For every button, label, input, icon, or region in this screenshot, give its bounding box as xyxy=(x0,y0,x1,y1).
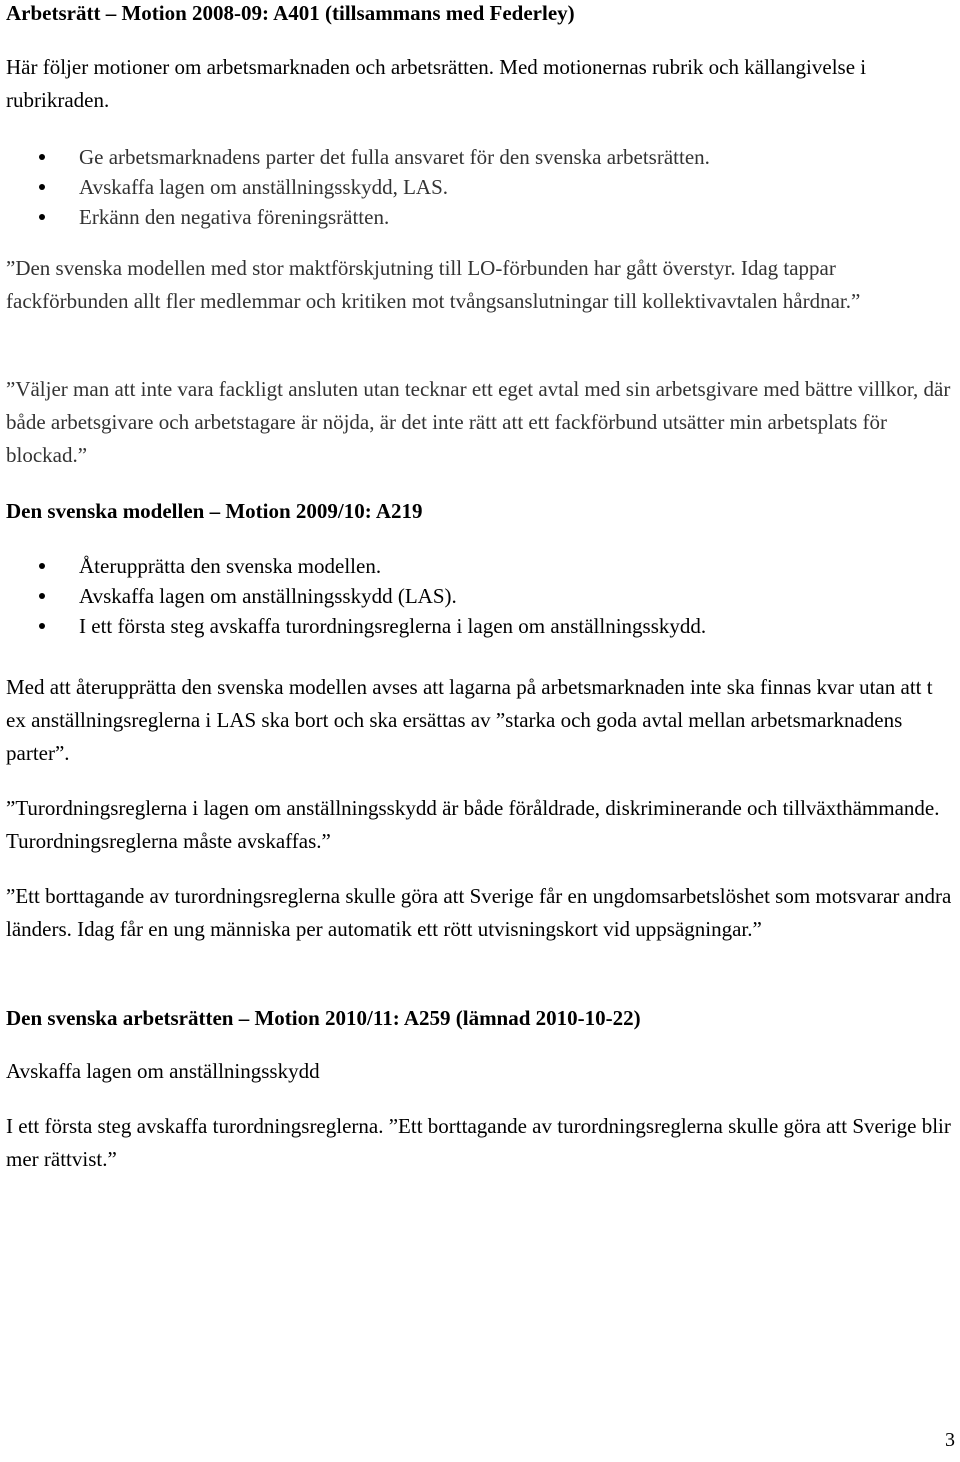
list-item: I ett första steg avskaffa turordningsreglerna i lagen om anställningsskydd. xyxy=(6,611,706,641)
bullet-icon xyxy=(39,593,45,599)
bullet-icon xyxy=(39,214,45,220)
quote-paragraph: ”Turordningsreglerna i lagen om anställningsskydd är både föråldrade, diskriminerande och tillväxthämmande. Turordningsreglerna måste avskaffas.” xyxy=(6,796,940,853)
motion-2009-bullets xyxy=(6,551,706,641)
section-heading: Den svenska modellen – Motion 2009/10: A219 xyxy=(6,499,423,523)
quote-paragraph: ”Ett borttagande av turordningsreglerna skulle göra att Sverige får en ungdomsarbetslöshet som motsvarar andra länders. Idag får en ung människa per automatik ett rött utvisningskort vid uppsägningar.” xyxy=(6,884,952,941)
bullet-icon xyxy=(39,563,45,569)
list-item: Ge arbetsmarknadens parter det fulla ansvaret för den svenska arbetsrätten. xyxy=(6,142,710,172)
body-paragraph: Avskaffa lagen om anställningsskydd xyxy=(6,1059,320,1083)
page-title: Arbetsrätt – Motion 2008-09: A401 (tillsammans med Federley) xyxy=(6,1,575,25)
body-paragraph: I ett första steg avskaffa turordningsreglerna. ”Ett borttagande av turordningsreglerna skulle göra att Sverige blir mer rättvist.” xyxy=(6,1114,951,1171)
bullet-icon xyxy=(39,184,45,190)
page-number: 3 xyxy=(945,1429,955,1451)
intro-paragraph: Här följer motioner om arbetsmarknaden och arbetsrätten. Med motionernas rubrik och källangivelse i rubrikraden. xyxy=(6,55,867,112)
quote-paragraph: ”Den svenska modellen med stor maktförskjutning till LO-förbunden har gått överstyr. Idag tappar fackförbunden allt fler medlemmar och kritiken mot tvångsanslutningar till kollektivavtalen hårdnar.” xyxy=(6,256,861,313)
quote-paragraph: ”Väljer man att inte vara fackligt ansluten utan tecknar ett eget avtal med sin arbetsgivare med bättre villkor, där både arbetsgivare och arbetstagare är nöjda, är det inte rätt att ett fackförbund utsätter min arbetsplats för blockad.” xyxy=(6,377,951,467)
body-paragraph: Med att återupprätta den svenska modellen avses att lagarna på arbetsmarknaden inte ska finnas kvar utan att t ex anställningsreglerna i LAS ska bort och ska ersättas av ”starka och goda avtal mellan arbetsmarknadens parter”. xyxy=(6,675,933,765)
list-item: Erkänn den negativa föreningsrätten. xyxy=(6,202,710,232)
list-item: Avskaffa lagen om anställningsskydd (LAS). xyxy=(6,581,706,611)
bullet-icon xyxy=(39,154,45,160)
list-item: Återupprätta den svenska modellen. xyxy=(6,551,706,581)
bullet-icon xyxy=(39,623,45,629)
motion-2008-bullets xyxy=(6,142,710,232)
list-item: Avskaffa lagen om anställningsskydd, LAS. xyxy=(6,172,710,202)
section-heading: Den svenska arbetsrätten – Motion 2010/11: A259 (lämnad 2010-10-22) xyxy=(6,1006,641,1030)
